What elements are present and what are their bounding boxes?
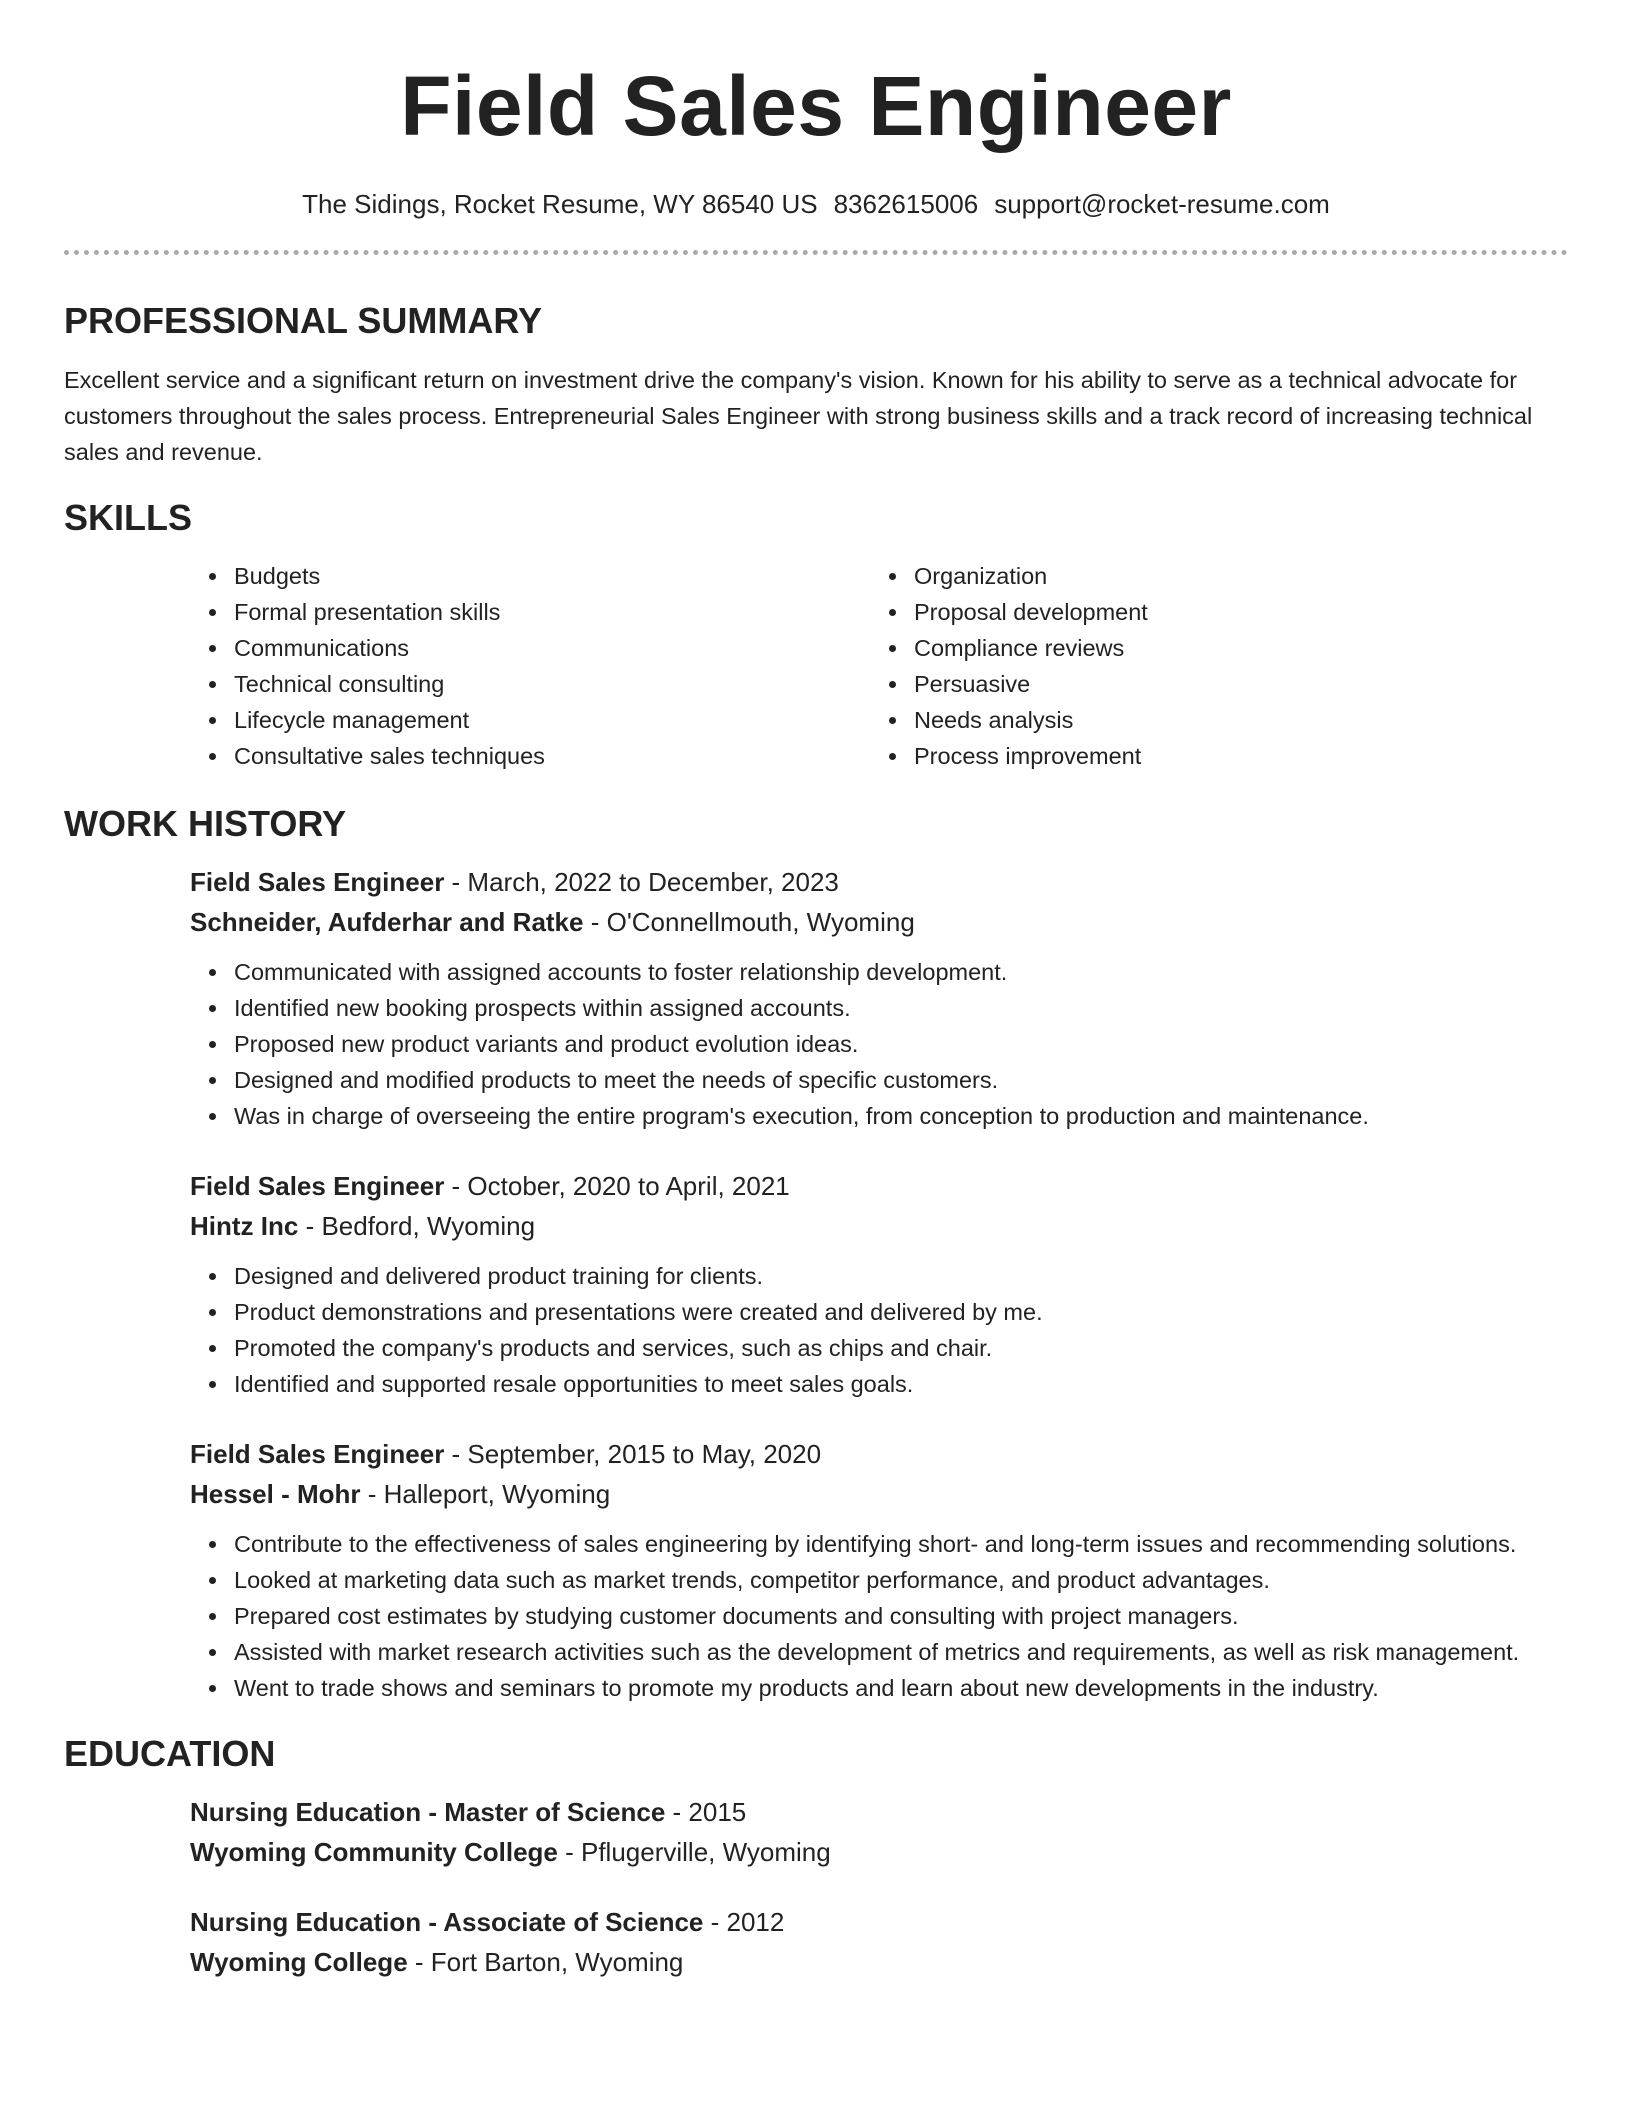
job-bullets — [190, 1526, 1568, 1706]
job-bullet: Designed and modified products to meet the needs of specific customers. — [234, 1062, 1568, 1098]
job-entry — [190, 1166, 1568, 1402]
job-bullet: Prepared cost estimates by studying customer documents and consulting with project managers. — [234, 1598, 1568, 1634]
education-school-line — [190, 1942, 1568, 1982]
education-location: - Pflugerville, Wyoming — [557, 1837, 831, 1867]
skills-grid — [190, 558, 1568, 774]
job-bullet: Designed and delivered product training for clients. — [234, 1258, 1568, 1294]
job-dates: - September, 2015 to May, 2020 — [444, 1439, 822, 1469]
job-role-line — [190, 1166, 1568, 1206]
job-dates: - October, 2020 to April, 2021 — [444, 1171, 790, 1201]
skill-item: Needs analysis — [914, 702, 1550, 738]
education-school: Wyoming College — [190, 1947, 408, 1977]
skill-item: Budgets — [234, 558, 870, 594]
job-bullet: Assisted with market research activities such as the development of metrics and requirements, as well as risk management. — [234, 1634, 1568, 1670]
education-degree: Nursing Education - Master of Science — [190, 1797, 666, 1827]
skills-list-right — [870, 558, 1550, 774]
education-location: - Fort Barton, Wyoming — [407, 1947, 684, 1977]
job-location: - Bedford, Wyoming — [298, 1211, 536, 1241]
skill-item: Compliance reviews — [914, 630, 1550, 666]
resume-header — [64, 0, 1568, 220]
skill-item: Proposal development — [914, 594, 1550, 630]
job-bullets — [190, 954, 1568, 1134]
job-dates: - March, 2022 to December, 2023 — [444, 867, 839, 897]
summary-text: Excellent service and a significant return on investment drive the company's vision. Known for his ability to serve as a technical advocate for customers throughout the sales process. Entrepreneurial Sales Engineer with strong business skills and a track record of increasing technical sales and revenue. — [64, 367, 1533, 465]
job-location: - Halleport, Wyoming — [360, 1479, 611, 1509]
job-bullet: Looked at marketing data such as market trends, competitor performance, and product advantages. — [234, 1562, 1568, 1598]
skills-column-right — [870, 558, 1550, 774]
job-location: - O'Connellmouth, Wyoming — [583, 907, 915, 937]
education-degree-line — [190, 1792, 1568, 1832]
job-bullet: Identified and supported resale opportunities to meet sales goals. — [234, 1366, 1568, 1402]
skill-item: Consultative sales techniques — [234, 738, 870, 774]
job-company: Hintz Inc — [190, 1211, 299, 1241]
skill-item: Persuasive — [914, 666, 1550, 702]
skill-item: Communications — [234, 630, 870, 666]
job-bullet: Promoted the company's products and services, such as chips and chair. — [234, 1330, 1568, 1366]
contact-line — [64, 188, 1568, 220]
job-role-line — [190, 1434, 1568, 1474]
education-school-line — [190, 1832, 1568, 1872]
job-bullet: Contribute to the effectiveness of sales engineering by identifying short- and long-term issues and recommending solutions. — [234, 1526, 1568, 1562]
candidate-title: Field Sales Engineer — [400, 59, 1232, 153]
skills-column-left — [190, 558, 870, 774]
skill-item: Formal presentation skills — [234, 594, 870, 630]
job-entry — [190, 862, 1568, 1134]
job-bullet: Went to trade shows and seminars to promote my products and learn about new developments in the industry. — [234, 1670, 1568, 1706]
job-bullets — [190, 1258, 1568, 1402]
education-school: Wyoming Community College — [190, 1837, 558, 1867]
education-degree: Nursing Education - Associate of Science — [190, 1907, 704, 1937]
job-company: Hessel - Mohr — [190, 1479, 361, 1509]
job-bullet: Product demonstrations and presentations were created and delivered by me. — [234, 1294, 1568, 1330]
education-year: - 2015 — [665, 1797, 747, 1827]
education-heading: EDUCATION — [64, 1733, 276, 1774]
skill-item: Organization — [914, 558, 1550, 594]
education-section — [64, 1732, 1568, 1982]
skills-list-left — [190, 558, 870, 774]
job-role: Field Sales Engineer — [190, 1439, 445, 1469]
job-bullet: Communicated with assigned accounts to foster relationship development. — [234, 954, 1568, 990]
contact-email: support@rocket-resume.com — [994, 189, 1330, 219]
education-degree-line — [190, 1902, 1568, 1942]
summary-heading: PROFESSIONAL SUMMARY — [64, 300, 543, 341]
job-bullet: Was in charge of overseeing the entire program's execution, from conception to production and maintenance. — [234, 1098, 1568, 1134]
job-company-line — [190, 902, 1568, 942]
contact-address: The Sidings, Rocket Resume, WY 86540 US — [302, 189, 818, 219]
job-company-line — [190, 1206, 1568, 1246]
education-entry — [190, 1792, 1568, 1872]
work-history-section — [64, 802, 1568, 1706]
work-history-heading: WORK HISTORY — [64, 803, 347, 844]
job-bullet: Proposed new product variants and product evolution ideas. — [234, 1026, 1568, 1062]
skill-item: Technical consulting — [234, 666, 870, 702]
header-divider — [64, 250, 1568, 255]
skills-heading: SKILLS — [64, 497, 193, 538]
job-role-line — [190, 862, 1568, 902]
job-bullet: Identified new booking prospects within assigned accounts. — [234, 990, 1568, 1026]
job-company-line — [190, 1474, 1568, 1514]
job-role: Field Sales Engineer — [190, 1171, 445, 1201]
job-entry — [190, 1434, 1568, 1706]
skill-item: Lifecycle management — [234, 702, 870, 738]
education-entry — [190, 1902, 1568, 1982]
contact-phone: 8362615006 — [833, 189, 979, 219]
job-company: Schneider, Aufderhar and Ratke — [190, 907, 584, 937]
skills-section — [64, 496, 1568, 774]
summary-section — [64, 299, 1568, 470]
job-role: Field Sales Engineer — [190, 867, 445, 897]
skill-item: Process improvement — [914, 738, 1550, 774]
education-year: - 2012 — [703, 1907, 785, 1937]
